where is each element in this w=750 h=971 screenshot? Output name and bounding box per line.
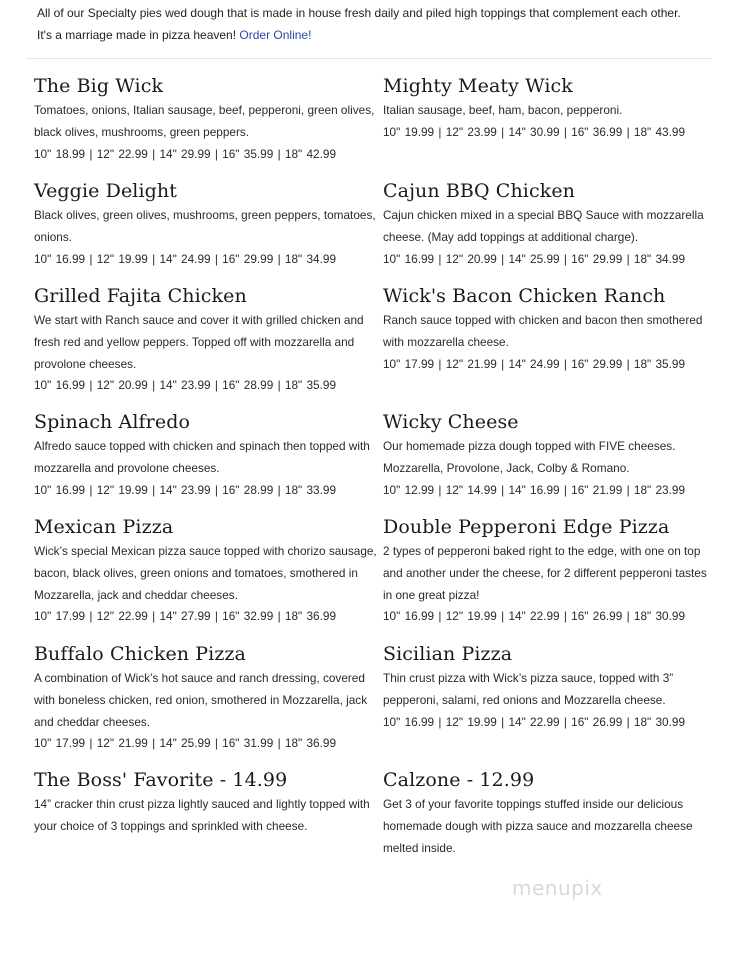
menu-item (34, 408, 379, 513)
menu-item-name: Double Pepperoni Edge Pizza (383, 516, 670, 538)
menu-item-name: Veggie Delight (34, 180, 177, 202)
menu-item-description: 14” cracker thin crust pizza lightly sauced and lightly topped with your choice of 3 toppings and sprinkled with cheese. (34, 797, 370, 833)
menu-item-name: Cajun BBQ Chicken (383, 180, 575, 202)
menu-item-description: Our homemade pizza dough topped with FIVE cheeses. Mozzarella, Provolone, Jack, Colby & Romano. (383, 439, 676, 475)
menu-item-description: Tomatoes, onions, Italian sausage, beef, pepperoni, green olives, black olives, mushrooms, green peppers. (34, 103, 375, 139)
menu-item-description: We start with Ranch sauce and cover it with grilled chicken and fresh red and yellow peppers. Topped off with mozzarella and provolone cheeses. (34, 313, 364, 371)
menu-item (34, 513, 379, 640)
menu-item (383, 640, 713, 766)
menu-item-name: Buffalo Chicken Pizza (34, 643, 246, 665)
menu-item-description: Alfredo sauce topped with chicken and spinach then topped with mozzarella and provolone cheeses. (34, 439, 370, 475)
order-online-link[interactable]: Order Online! (239, 28, 312, 42)
menu-item-description: Cajun chicken mixed in a special BBQ Sauce with mozzarella cheese. (May add toppings at additional charge). (383, 208, 704, 244)
menu-item (34, 640, 379, 766)
menu-item-name: Calzone - 12.99 (383, 769, 535, 791)
menu-item-prices: 10" 16.99 | 12" 19.99 | 14" 22.99 | 16" 26.99 | 18" 30.99 (383, 714, 686, 729)
intro-text (37, 2, 697, 46)
menu-item-prices: 10" 12.99 | 12" 14.99 | 14" 16.99 | 16" 21.99 | 18" 23.99 (383, 482, 686, 497)
menu-item-name: The Boss' Favorite - 14.99 (34, 769, 288, 791)
divider (26, 58, 712, 59)
menu-item-description: Wick’s special Mexican pizza sauce topped with chorizo sausage, bacon, black olives, green onions and tomatoes, smothered in Mozzarella, jack and cheddar cheeses. (34, 544, 377, 602)
menu-item-name: Spinach Alfredo (34, 411, 190, 433)
menu-item-name: Wicky Cheese (383, 411, 519, 433)
menu-item (383, 282, 713, 408)
intro-paragraph: All of our Specialty pies wed dough that is made in house fresh daily and piled high toppings that complement each other. It's a marriage made in pizza heaven! (37, 6, 681, 42)
menu-item-description: 2 types of pepperoni baked right to the edge, with one on top and another under the cheese, for 2 different pepperoni tastes in one great pizza! (383, 544, 707, 602)
menu-item-description: Get 3 of your favorite toppings stuffed inside our delicious homemade dough with pizza sauce and mozzarella cheese melted inside. (383, 797, 693, 855)
menu-item-name: Mighty Meaty Wick (383, 75, 573, 97)
menu-item (383, 408, 713, 513)
menu-item (383, 513, 713, 640)
menu-item-description: Ranch sauce topped with chicken and bacon then smothered with mozzarella cheese. (383, 313, 703, 349)
menu-item-prices: 10" 16.99 | 12" 19.99 | 14" 22.99 | 16" 26.99 | 18" 30.99 (383, 609, 686, 624)
menu-item (383, 72, 713, 177)
menu-item-name: The Big Wick (34, 75, 164, 97)
menu-item-name: Wick's Bacon Chicken Ranch (383, 285, 666, 307)
menu-item-description: Black olives, green olives, mushrooms, green peppers, tomatoes, onions. (34, 208, 376, 244)
menu-item-prices: 10" 17.99 | 12" 22.99 | 14" 27.99 | 16" 32.99 | 18" 36.99 (34, 609, 337, 624)
menu-item-description: Thin crust pizza with Wick’s pizza sauce, topped with 3” pepperoni, salami, red onions and Mozzarella cheese. (383, 671, 674, 707)
menu-item (34, 282, 379, 408)
menu-item-description: A combination of Wick’s hot sauce and ranch dressing, covered with boneless chicken, red onion, smothered in Mozzarella, jack and cheddar cheeses. (34, 671, 368, 729)
menu-item (34, 177, 379, 282)
menu-item (383, 766, 713, 859)
menu-column-right (383, 72, 713, 859)
menu-column-left (34, 72, 379, 838)
menupix-watermark: menupix (512, 876, 603, 900)
menu-item-name: Grilled Fajita Chicken (34, 285, 247, 307)
menu-item-prices: 10" 17.99 | 12" 21.99 | 14" 25.99 | 16" 31.99 | 18" 36.99 (34, 736, 337, 751)
menu-item-prices: 10" 16.99 | 12" 19.99 | 14" 23.99 | 16" 28.99 | 18" 33.99 (34, 482, 337, 497)
menu-item-description: Italian sausage, beef, ham, bacon, pepperoni. (383, 103, 623, 117)
menu-item-prices: 10" 16.99 | 12" 19.99 | 14" 24.99 | 16" 29.99 | 18" 34.99 (34, 251, 337, 266)
menu-item (383, 177, 713, 282)
menu-item (34, 766, 379, 838)
menu-item-prices: 10" 17.99 | 12" 21.99 | 14" 24.99 | 16" 29.99 | 18" 35.99 (383, 356, 686, 371)
menu-item-name: Sicilian Pizza (383, 643, 513, 665)
menu-item-prices: 10" 16.99 | 12" 20.99 | 14" 25.99 | 16" 29.99 | 18" 34.99 (383, 251, 686, 266)
menu-item-prices: 10" 16.99 | 12" 20.99 | 14" 23.99 | 16" 28.99 | 18" 35.99 (34, 378, 337, 393)
menu-item-prices: 10" 19.99 | 12" 23.99 | 14" 30.99 | 16" 36.99 | 18" 43.99 (383, 124, 686, 139)
menu-item (34, 72, 379, 177)
menu-item-name: Mexican Pizza (34, 516, 174, 538)
menu-item-prices: 10" 18.99 | 12" 22.99 | 14" 29.99 | 16" 35.99 | 18" 42.99 (34, 146, 337, 161)
